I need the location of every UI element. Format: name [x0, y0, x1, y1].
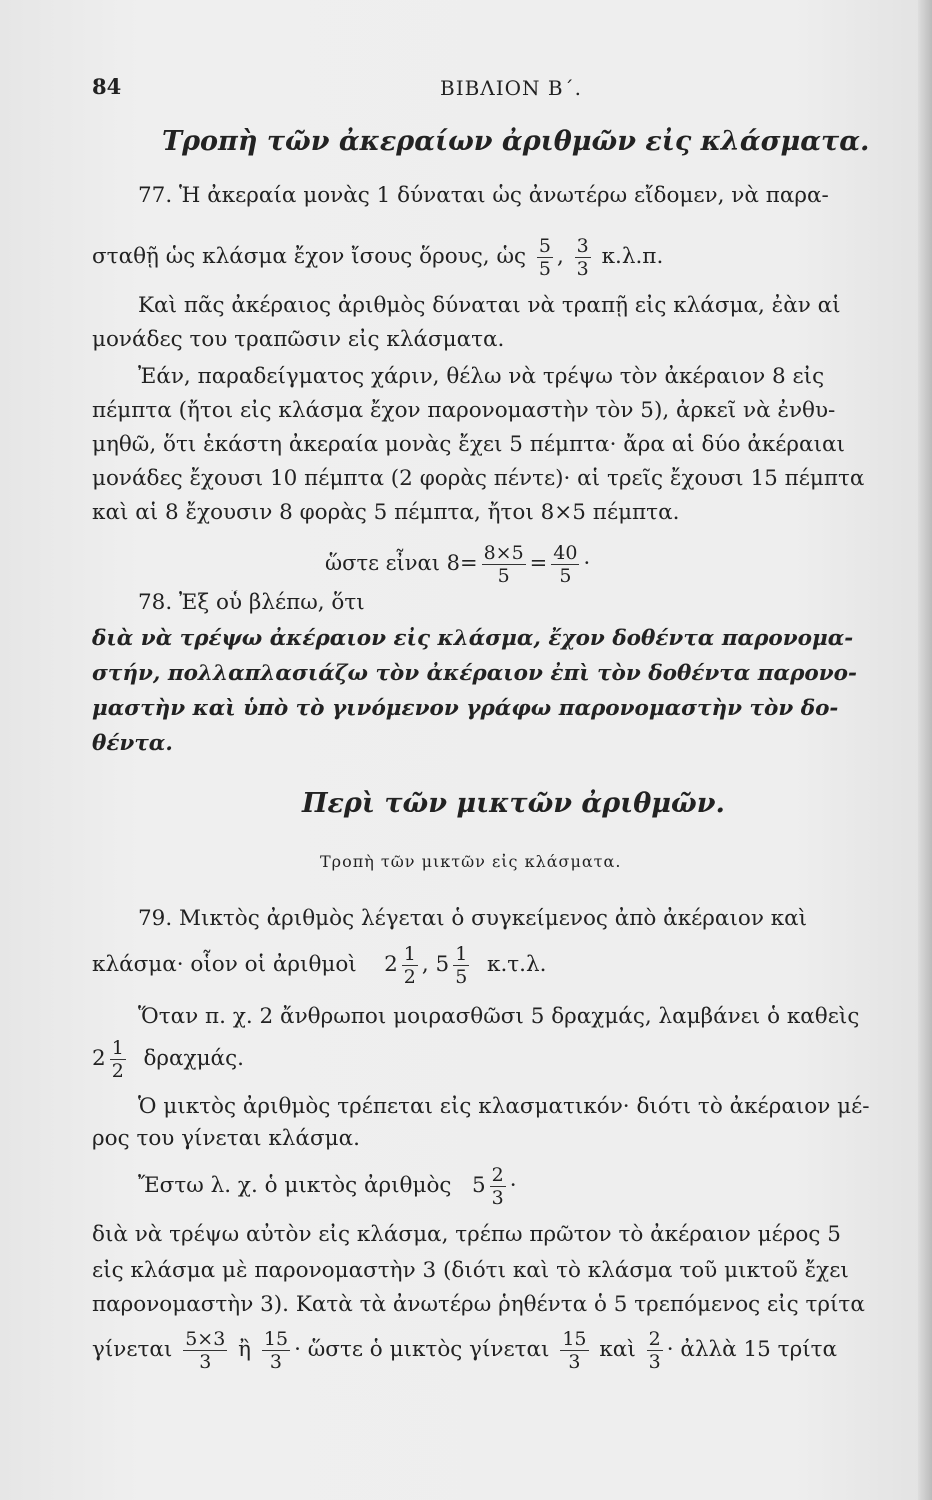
paragraph-79d-line: Ἔστω λ. χ. ὁ μικτὸς ἀριθμὸς 5 $\frac{2}{3}$ · [138, 1163, 517, 1209]
rule-line-2: στήν, πολλαπλασιάζω τὸν ἀκέραιον ἐπὶ τὸν δοθέντα παρονο- [92, 661, 857, 686]
subsection-title: Τροπὴ τῶν μικτῶν εἰς κλάσματα. [320, 852, 622, 871]
fraction-1-2-b: $\frac{1}{2}$ [111, 1036, 124, 1082]
paragraph-77c-line-5: καὶ αἱ 8 ἔχουσιν 8 φορὰς 5 πέμπτα, ἤτοι 8×5 πέμπτα. [92, 500, 680, 525]
paragraph-77-line-1: 77. Ἡ ἀκεραία μονὰς 1 δύναται ὡς ἀνωτέρω εἴδομεν, νὰ παρα- [138, 183, 829, 208]
paragraph-77c-line-4: μονάδες ἔχουσι 10 πέμπτα (2 φορὰς πέντε)· αἱ τρεῖς ἔχουσι 15 πέμπτα [92, 466, 865, 491]
fraction-5-5: $\frac{5}{5}$ [538, 234, 551, 280]
paragraph-77c-line-1: Ἐάν, παραδείγματος χάριν, θέλω νὰ τρέψω τὸν ἀκέραιον 8 εἰς [138, 364, 825, 389]
paragraph-77c-line-3: μηθῶ, ὅτι ἑκάστη ἀκεραία μονὰς ἔχει 5 πέμπτα· ἄρα αἱ δύο ἀκέραιαι [92, 432, 845, 457]
equation-8-equals: ὥστε εἶναι 8= $\frac{8\times 5}{5}$ = $\frac{40}{5}$ · [325, 542, 591, 587]
rule-line-3: μαστὴν καὶ ὑπὸ τὸ γινόμενον γράφω παρονομαστὴν τὸν δο- [92, 696, 839, 721]
page-edge-shadow [918, 0, 932, 1500]
paragraph-79c-line-1: Ὁ μικτὸς ἀριθμὸς τρέπεται εἰς κλασματικόν· διότι τὸ ἀκέραιον μέ- [138, 1094, 870, 1119]
fraction-5x3-3: $\frac{5\times 3}{3}$ [185, 1327, 226, 1373]
paragraph-79b-line-2: 2 $\frac{1}{2}$ δραχμάς. [92, 1036, 244, 1082]
rule-line-4: θέντα. [92, 731, 173, 756]
page-number: 84 [92, 74, 122, 99]
rule-line-1: διὰ νὰ τρέψω ἀκέραιον εἰς κλάσμα, ἔχον δοθέντα παρονομα- [92, 626, 854, 651]
fraction-15-3-a: $\frac{15}{3}$ [263, 1327, 289, 1373]
paragraph-77-line-2: σταθῇ ὡς κλάσμα ἔχον ἴσους ὅρους, ὡς $\frac{5}{5}$ , $\frac{3}{3}$ κ.λ.π. [92, 234, 664, 280]
paragraph-79e-line-4: γίνεται $\frac{5\times 3}{3}$ ἢ $\frac{15}{3}$ · ὥστε ὁ μικτὸς γίνεται $\frac{15}{3}$ καὶ $\frac{2}{3}$ · ἀλλὰ 15 τρίτα [92, 1327, 838, 1373]
p77-etc: κ.λ.π. [601, 244, 664, 269]
paragraph-79e-line-3: παρονομαστὴν 3). Κατὰ τὰ ἀνωτέρω ῥηθέντα ὁ 5 τρεπόμενος εἰς τρίτα [92, 1292, 865, 1317]
fraction-2-3: $\frac{2}{3}$ [491, 1163, 504, 1209]
paragraph-79e-line-2: εἰς κλάσμα μὲ παρονομαστὴν 3 (διότι καὶ τὸ κλάσμα τοῦ μικτοῦ ἔχει [92, 1258, 849, 1283]
p77-text: σταθῇ ὡς κλάσμα ἔχον ἴσους ὅρους, ὡς [92, 244, 527, 269]
fraction-3-3: $\frac{3}{3}$ [576, 234, 589, 280]
paragraph-79c-line-2: ρος του γίνεται κλάσμα. [92, 1126, 360, 1151]
section-title-integers-to-fractions: Τροπὴ τῶν ἀκεραίων ἀριθμῶν εἰς κλάσματα. [162, 126, 870, 157]
paragraph-79e-line-1: διὰ νὰ τρέψω αὐτὸν εἰς κλάσμα, τρέπω πρῶτον τὸ ἀκέραιον μέρος 5 [92, 1222, 841, 1247]
fraction-1-5: $\frac{1}{5}$ [455, 942, 468, 988]
paragraph-79-line-2: κλάσμα· οἷον οἱ ἀριθμοὶ 2 $\frac{1}{2}$ , 5 $\frac{1}{5}$ κ.τ.λ. [92, 942, 547, 988]
paragraph-78-line-1: 78. Ἐξ οὗ βλέπω, ὅτι [138, 590, 365, 615]
paragraph-77c-line-2: πέμπτα (ἤτοι εἰς κλάσμα ἔχον παρονομαστὴν τὸν 5), ἀρκεῖ νὰ ἐνθυ- [92, 398, 836, 423]
paragraph-79b-line-1: Ὅταν π. χ. 2 ἄνθρωποι μοιρασθῶσι 5 δραχμάς, λαμβάνει ὁ καθεὶς [138, 1004, 860, 1029]
mixed-2-1-2-whole: 2 [384, 952, 398, 977]
fraction-8x5-5: $\frac{8\times 5}{5}$ [483, 542, 524, 587]
section-title-mixed-numbers: Περὶ τῶν μικτῶν ἀριθμῶν. [302, 788, 725, 819]
mixed-5-1-5-whole: 5 [435, 952, 450, 977]
running-title: ΒΙΒΛΙΟΝ Β΄. [440, 76, 582, 100]
paragraph-77b-line-1: Καὶ πᾶς ἀκέραιος ἀριθμὸς δύναται νὰ τραπῇ εἰς κλάσμα, ἐὰν αἱ [138, 293, 841, 318]
paragraph-77b-line-2: μονάδες του τραπῶσιν εἰς κλάσματα. [92, 327, 505, 352]
paragraph-79-line-1: 79. Μικτὸς ἀριθμὸς λέγεται ὁ συγκείμενος ἀπὸ ἀκέραιον καὶ [138, 906, 808, 931]
fraction-15-3-b: $\frac{15}{3}$ [562, 1327, 587, 1373]
fraction-2-3-b: $\frac{2}{3}$ [648, 1327, 661, 1373]
fraction-1-2: $\frac{1}{2}$ [403, 942, 416, 988]
fraction-40-5: $\frac{40}{5}$ [553, 542, 578, 587]
